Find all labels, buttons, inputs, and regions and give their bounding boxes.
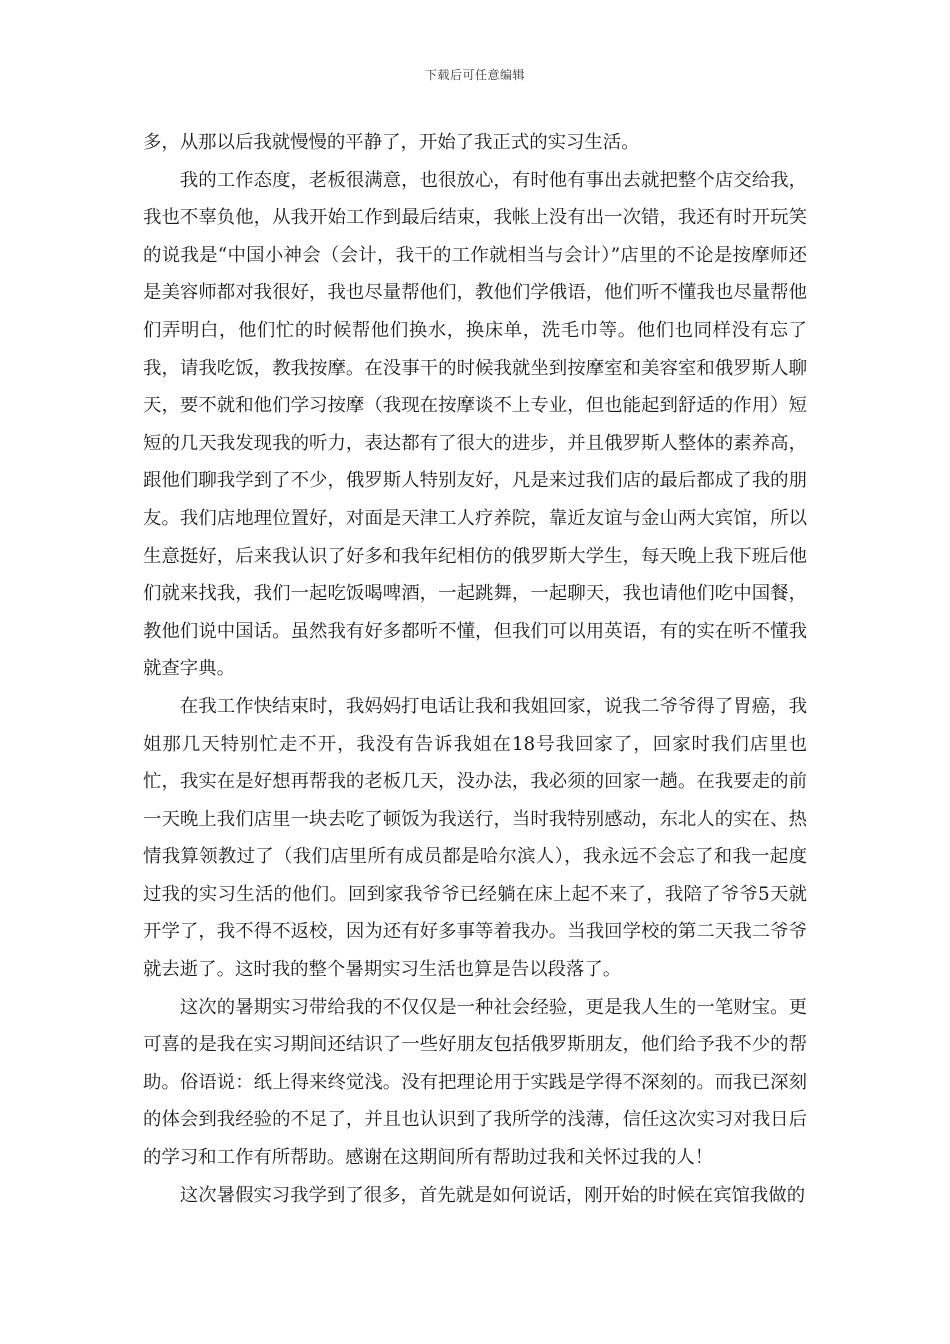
- paragraph-going-home: 在我工作快结束时，我妈妈打电话让我和我姐回家，说我二爷爷得了胃癌，我姐那几天特别忙走不开，我没有告诉我姐在18号我回家了，回家时我们店里也忙，我实在是好想再帮我的老板几天，没办法，我必须的回家一趟。在我要走的前一天晚上我们店里一块去吃了顿饭为我送行，当时我特别感动，东北人的实在、热情我算领教过了（我们店里所有成员都是哈尔滨人），我永远不会忘了和我一起度过我的实习生活的他们。回到家我爷爷已经躺在床上起不来了，我陪了爷爷5天就开学了，我不得不返校，因为还有好多事等着我办。当我回学校的第二天我二爷爷就去逝了。这时我的整个暑期实习生活也算是告以段落了。: [143, 695, 807, 981]
- paragraph-continuation: 多，从那以后我就慢慢的平静了，开始了我正式的实习生活。: [143, 132, 640, 153]
- page-header: 下载后可任意编辑: [424, 68, 525, 82]
- paragraph-summary: 这次的暑期实习带给我的不仅仅是一种社会经验，更是我人生的一笔财宝。更可喜的是我在实习期间还结识了一些好朋友包括俄罗斯朋友，他们给予我不少的帮助。俗语说：纸上得来终觉浅。没有把理论用于实践是学得不深刻的。而我已深刻的体会到我经验的不足了，并且也认识到了我所学的浅薄，信任这次实习对我日后的学习和工作有所帮助。感谢在这期间所有帮助过我和关怀过我的人！: [143, 996, 807, 1169]
- paragraph-learned: 这次暑假实习我学到了很多，首先就是如何说话，刚开始的时候在宾馆我做的: [179, 1184, 806, 1206]
- document-body: [143, 124, 807, 1214]
- paragraph-work-attitude: 我的工作态度，老板很满意，也很放心，有时他有事出去就把整个店交给我，我也不辜负他，从我开始工作到最后结束，我帐上没有出一次错，我还有时开玩笑的说我是“中国小神会（会计，我干的工作就相当与会计）”店里的不论是按摩师还是美容师都对我很好，我也尽量帮他们，教他们学俄语，他们听不懂我也尽量帮他们弄明白，他们忙的时候帮他们换水，换床单，洗毛巾等。他们也同样没有忘了我，请我吃饭，教我按摩。在没事干的时候我就坐到按摩室和美容室和俄罗斯人聊天，要不就和他们学习按摩（我现在按摩谈不上专业，但也能起到舒适的作用）短短的几天我发现我的听力，表达都有了很大的进步，并且俄罗斯人整体的素养高，跟他们聊我学到了不少，俄罗斯人特别友好，凡是来过我们店的最后都成了我的朋友。我们店地理位置好，对面是天津工人疗养院，靠近友谊与金山两大宾馆，所以生意挺好，后来我认识了好多和我年纪相仿的俄罗斯大学生，每天晚上我下班后他们就来找我，我们一起吃饭喝啤酒，一起跳舞，一起聊天，我也请他们吃中国餐，教他们说中国话。虽然我有好多都听不懂，但我们可以用英语，有的实在听不懂我就查字典。: [143, 169, 807, 680]
